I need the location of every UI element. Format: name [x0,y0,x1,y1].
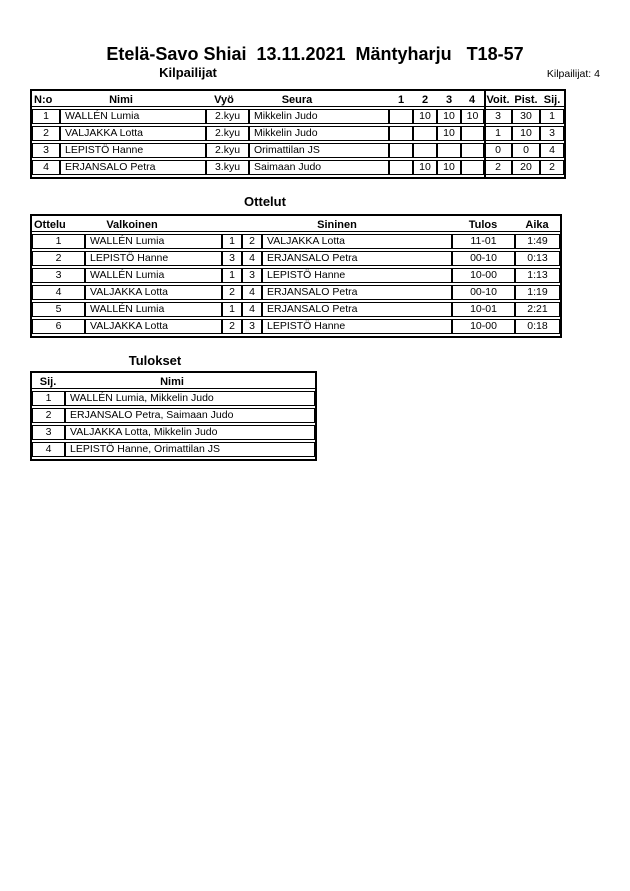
placement-number: 2 [32,408,65,423]
header-tulos: Tulos [468,219,498,231]
score-cell [461,126,484,141]
header-no: N:o [34,94,53,106]
match-result: 00-10 [452,251,515,266]
results-header [32,375,315,389]
blue-competitor: LEPISTÖ Hanne [262,268,452,283]
header-round-1: 1 [397,94,405,106]
placement-name: LEPISTÖ Hanne, Orimattilan JS [65,442,315,457]
page-title: Etelä-Savo Shiai 13.11.2021 Mäntyharju T18-57 [106,44,524,64]
competitor-belt: 2.kyu [206,143,249,158]
score-cell [413,143,437,158]
match-result: 10-01 [452,302,515,317]
results-table-grid [32,373,315,459]
score-cell [461,160,484,175]
header-pist: Pist. [514,94,538,106]
competitor-belt: 2.kyu [206,109,249,124]
header-round-3: 3 [445,94,453,106]
header-ottelu: Ottelu [34,219,66,231]
score-cell: 10 [437,160,461,175]
placement-number: 3 [32,425,65,440]
table-row [32,234,560,249]
table-row [32,319,560,334]
points-cell: 20 [512,160,540,175]
blue-competitor: LEPISTÖ Hanne [262,319,452,334]
competitor-name: VALJAKKA Lotta [60,126,206,141]
header-round-4: 4 [468,94,476,106]
header-aika: Aika [525,219,549,231]
match-result: 11-01 [452,234,515,249]
results-header-row [32,375,315,389]
table-row [32,442,315,457]
points-cell: 10 [512,126,540,141]
score-cell [389,143,413,158]
blue-number: 2 [242,234,262,249]
competitor-name: WALLÉN Lumia [60,109,206,124]
score-cell: 10 [413,160,437,175]
points-cell: 0 [512,143,540,158]
white-competitor: WALLÉN Lumia [85,234,222,249]
blue-number: 3 [242,319,262,334]
white-number: 1 [222,302,242,317]
placement-name: VALJAKKA Lotta, Mikkelin Judo [65,425,315,440]
competitor-number: 4 [32,160,60,175]
competitor-number: 3 [32,143,60,158]
match-time: 0:13 [515,251,560,266]
match-time: 1:13 [515,268,560,283]
header-voit: Voit. [486,94,510,106]
match-number: 2 [32,251,85,266]
competitor-belt: 2.kyu [206,126,249,141]
placement-number: 4 [32,442,65,457]
placement-cell: 1 [540,109,564,124]
score-cell: 10 [437,109,461,124]
table-row [32,391,315,406]
match-number: 4 [32,285,85,300]
match-number: 5 [32,302,85,317]
placement-name: WALLÉN Lumia, Mikkelin Judo [65,391,315,406]
header-vyo: Vyö [214,94,234,106]
placement-cell: 4 [540,143,564,158]
blue-number: 4 [242,285,262,300]
score-cell [461,143,484,158]
wins-cell: 2 [484,160,512,175]
score-cell: 10 [461,109,484,124]
match-result: 10-00 [452,268,515,283]
white-number: 3 [222,251,242,266]
competitor-belt: 3.kyu [206,160,249,175]
placement-number: 1 [32,391,65,406]
placement-cell: 3 [540,126,564,141]
white-number: 2 [222,319,242,334]
placement-cell: 2 [540,160,564,175]
score-cell [389,109,413,124]
points-cell: 30 [512,109,540,124]
match-number: 6 [32,319,85,334]
blue-competitor: ERJANSALO Petra [262,251,452,266]
white-competitor: WALLÉN Lumia [85,268,222,283]
competitor-count-label: Kilpailijat: 4 [546,68,600,80]
results-group-divider-line [484,91,486,177]
match-result: 10-00 [452,319,515,334]
wins-cell: 3 [484,109,512,124]
header-sininen: Sininen [317,219,357,231]
match-time: 0:18 [515,319,560,334]
white-competitor: WALLÉN Lumia [85,302,222,317]
table-row [32,285,560,300]
blue-competitor: VALJAKKA Lotta [262,234,452,249]
competitor-name: ERJANSALO Petra [60,160,206,175]
wins-cell: 1 [484,126,512,141]
match-number: 3 [32,268,85,283]
competitor-name: LEPISTÖ Hanne [60,143,206,158]
competitor-number: 2 [32,126,60,141]
blue-number: 3 [242,268,262,283]
table-row [32,408,315,423]
score-cell [437,143,461,158]
placement-name: ERJANSALO Petra, Saimaan Judo [65,408,315,423]
table-row [32,251,560,266]
competitors-section-title: Kilpailijat [159,65,217,80]
matches-table [30,214,562,338]
white-number: 1 [222,268,242,283]
blue-number: 4 [242,302,262,317]
match-time: 1:19 [515,285,560,300]
score-cell [389,160,413,175]
table-row [32,302,560,317]
blue-competitor: ERJANSALO Petra [262,285,452,300]
blue-number: 4 [242,251,262,266]
header-sij: Sij. [543,94,561,106]
header-seura: Seura [281,94,313,106]
white-competitor: LEPISTÖ Hanne [85,251,222,266]
score-cell [389,126,413,141]
white-number: 2 [222,285,242,300]
competitor-club: Mikkelin Judo [249,126,389,141]
competitor-club: Mikkelin Judo [249,109,389,124]
matches-header [32,218,560,232]
match-number: 1 [32,234,85,249]
header-valkoinen: Valkoinen [106,219,158,231]
competitor-club: Orimattilan JS [249,143,389,158]
competitor-number: 1 [32,109,60,124]
competitors-table [30,89,566,179]
header-round-2: 2 [421,94,429,106]
wins-cell: 0 [484,143,512,158]
header-sij: Sij. [39,376,57,388]
score-cell: 10 [413,109,437,124]
match-time: 2:21 [515,302,560,317]
match-time: 1:49 [515,234,560,249]
competitor-club: Saimaan Judo [249,160,389,175]
white-number: 1 [222,234,242,249]
matches-header-row [32,218,560,232]
results-table [30,371,317,461]
score-cell: 10 [437,126,461,141]
match-result: 00-10 [452,285,515,300]
white-competitor: VALJAKKA Lotta [85,319,222,334]
matches-section-title: Ottelut [244,194,286,209]
table-row [32,425,315,440]
header-nimi: Nimi [160,376,184,388]
blue-competitor: ERJANSALO Petra [262,302,452,317]
header-nimi: Nimi [109,94,133,106]
score-cell [413,126,437,141]
white-competitor: VALJAKKA Lotta [85,285,222,300]
results-section-title: Tulokset [128,353,182,368]
matches-table-grid [32,216,560,336]
table-row [32,268,560,283]
